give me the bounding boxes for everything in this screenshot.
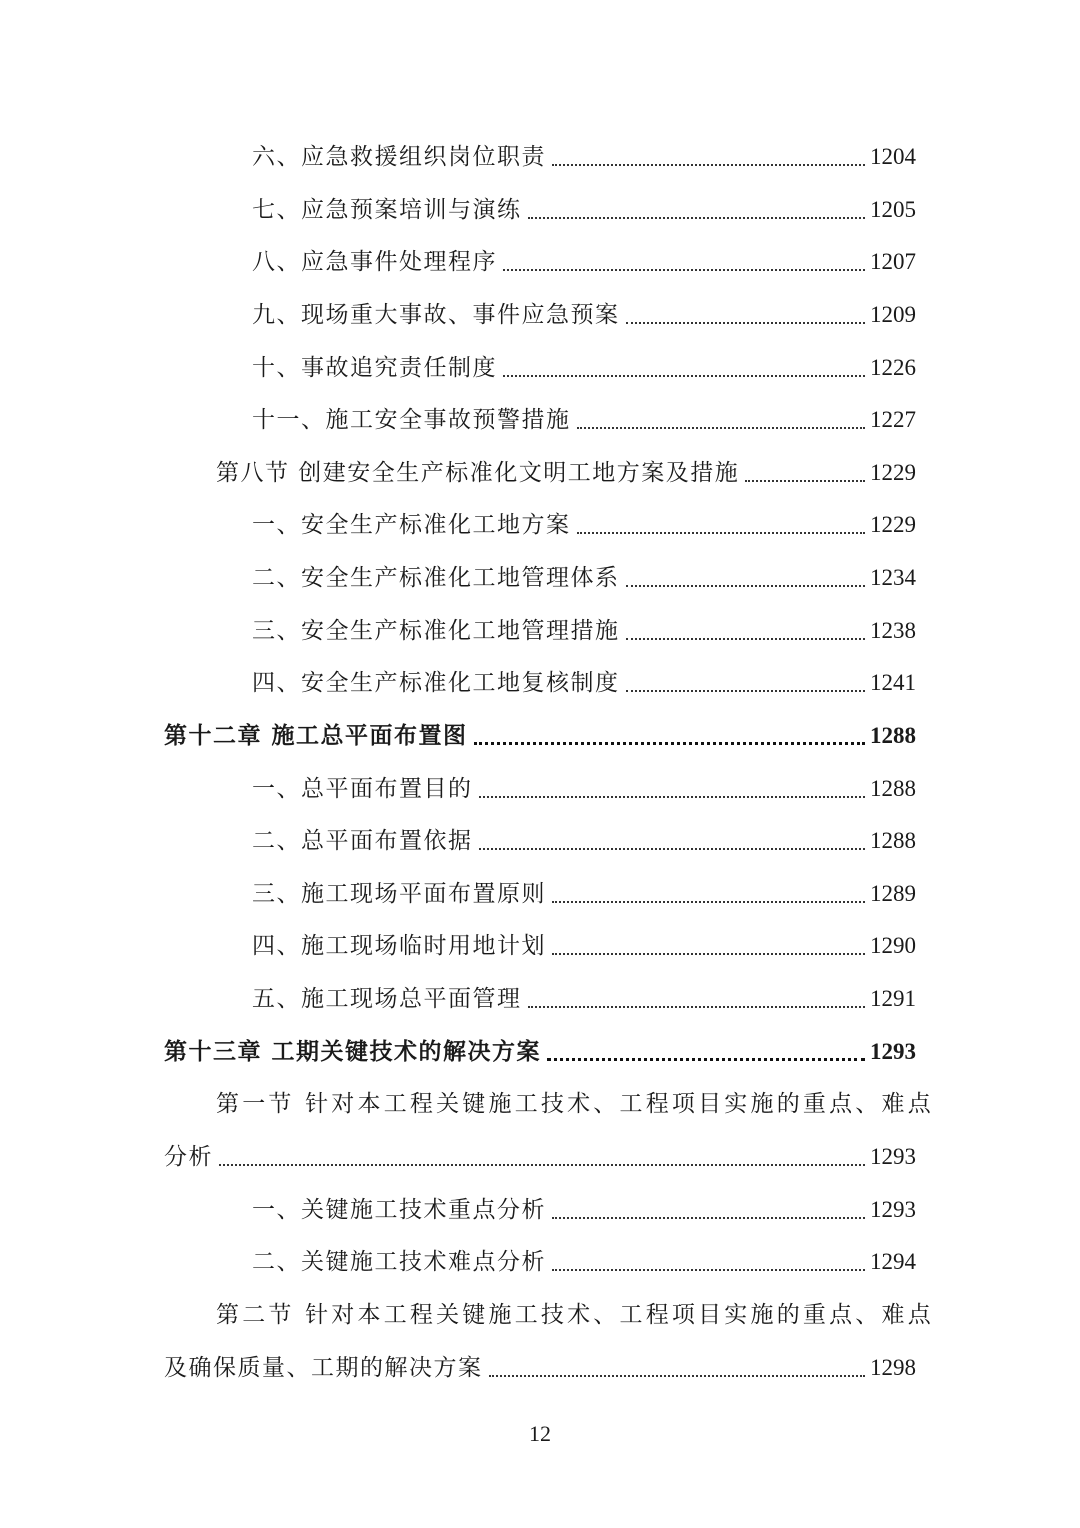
toc-entry-page: 1227 [870,407,916,432]
toc-chapter-label: 第十二章 施工总平面布置图 [164,722,468,749]
toc-entry-page: 1294 [870,1249,916,1274]
toc-section-entry-wrapped[interactable] [216,1084,934,1124]
toc-entry[interactable] [252,505,916,545]
page-number: 12 [529,1421,551,1446]
toc-entry[interactable] [252,611,916,651]
toc-entry[interactable] [252,400,916,440]
toc-entry-page: 1241 [870,670,916,695]
toc-entry-page: 1291 [870,986,916,1011]
toc-entry-page: 1234 [870,565,916,590]
toc-entry-page: 1207 [870,249,916,274]
toc-entry-page: 1204 [870,144,916,169]
toc-leader-dots [528,1006,866,1008]
toc-entry-label: 五、施工现场总平面管理 [252,986,522,1012]
toc-entry[interactable] [252,874,916,914]
toc-chapter-page: 1293 [870,1039,916,1064]
toc-entry-page: 1205 [870,197,916,222]
toc-leader-dots [479,848,866,850]
toc-leader-dots [547,1058,865,1061]
toc-entry[interactable] [252,821,916,861]
toc-leader-dots [503,269,865,271]
toc-leader-dots [577,427,866,429]
toc-entry[interactable] [252,295,916,335]
toc-leader-dots [552,901,865,903]
toc-entry-continuation-label: 分析 [164,1144,213,1170]
toc-entry[interactable] [252,1242,916,1282]
toc-leader-dots [577,532,866,534]
toc-section-entry-wrapped[interactable] [216,1295,934,1335]
toc-entry-page: 1293 [870,1197,916,1222]
toc-entry-continuation-label: 及确保质量、工期的解决方案 [164,1355,483,1381]
toc-chapter-entry[interactable] [164,1032,916,1072]
toc-section-entry[interactable] [216,453,916,493]
toc-entry-label: 第一节 针对本工程关键施工技术、工程项目实施的重点、难点 [216,1091,934,1117]
toc-entry-page: 1290 [870,933,916,958]
toc-entry-page: 1238 [870,618,916,643]
toc-leader-dots [552,164,865,166]
toc-leader-dots [552,1217,865,1219]
toc-entry-page: 1293 [870,1144,916,1169]
toc-leader-dots [745,480,865,482]
toc-leader-dots [626,322,866,324]
toc-entry-page: 1229 [870,460,916,485]
toc-entry[interactable] [252,558,916,598]
toc-entry[interactable] [252,1190,916,1230]
toc-chapter-page: 1288 [870,723,916,748]
toc-entry-label: 四、安全生产标准化工地复核制度 [252,670,620,696]
toc-entry[interactable] [252,663,916,703]
toc-entry-page: 1288 [870,828,916,853]
toc-entry-label: 一、关键施工技术重点分析 [252,1197,546,1223]
toc-entry-label: 三、安全生产标准化工地管理措施 [252,618,620,644]
toc-entry-label: 六、应急救援组织岗位职责 [252,144,546,170]
toc-entry[interactable] [252,242,916,282]
toc-leader-dots [552,1269,865,1271]
toc-chapter-label: 第十三章 工期关键技术的解决方案 [164,1038,542,1065]
toc-leader-dots [528,217,866,219]
toc-section-entry-continuation[interactable] [164,1348,916,1388]
toc-entry-label: 九、现场重大事故、事件应急预案 [252,302,620,328]
toc-entry-label: 一、总平面布置目的 [252,776,473,802]
toc-entry-label: 四、施工现场临时用地计划 [252,933,546,959]
toc-entry-page: 1226 [870,355,916,380]
toc-entry-label: 三、施工现场平面布置原则 [252,881,546,907]
toc-leader-dots [474,742,865,745]
toc-entry-label: 八、应急事件处理程序 [252,249,497,275]
toc-leader-dots [626,585,866,587]
toc-entry-label: 第二节 针对本工程关键施工技术、工程项目实施的重点、难点 [216,1302,934,1328]
toc-entry[interactable] [252,190,916,230]
toc-entry[interactable] [252,926,916,966]
toc-entry[interactable] [252,137,916,177]
toc-entry-page: 1229 [870,512,916,537]
toc-entry-label: 二、总平面布置依据 [252,828,473,854]
toc-leader-dots [503,375,865,377]
toc-section-entry-continuation[interactable] [164,1137,916,1177]
toc-entry[interactable] [252,979,916,1019]
toc-entry-label: 第八节 创建安全生产标准化文明工地方案及措施 [216,460,740,486]
toc-leader-dots [552,953,865,955]
toc-leader-dots [479,796,866,798]
toc-entry-page: 1289 [870,881,916,906]
toc-entry-label: 七、应急预案培训与演练 [252,197,522,223]
toc-leader-dots [489,1375,866,1377]
toc-chapter-entry[interactable] [164,716,916,756]
toc-entry-label: 二、安全生产标准化工地管理体系 [252,565,620,591]
toc-entry-page: 1209 [870,302,916,327]
toc-entry-page: 1288 [870,776,916,801]
toc-entry-label: 十一、施工安全事故预警措施 [252,407,571,433]
toc-entry-label: 十、事故追究责任制度 [252,355,497,381]
toc-entry[interactable] [252,769,916,809]
toc-leader-dots [626,690,866,692]
toc-entry-page: 1298 [870,1355,916,1380]
toc-entry-label: 二、关键施工技术难点分析 [252,1249,546,1275]
toc-leader-dots [219,1164,865,1166]
toc-entry-label: 一、安全生产标准化工地方案 [252,512,571,538]
toc-leader-dots [626,638,866,640]
toc-entry[interactable] [252,348,916,388]
